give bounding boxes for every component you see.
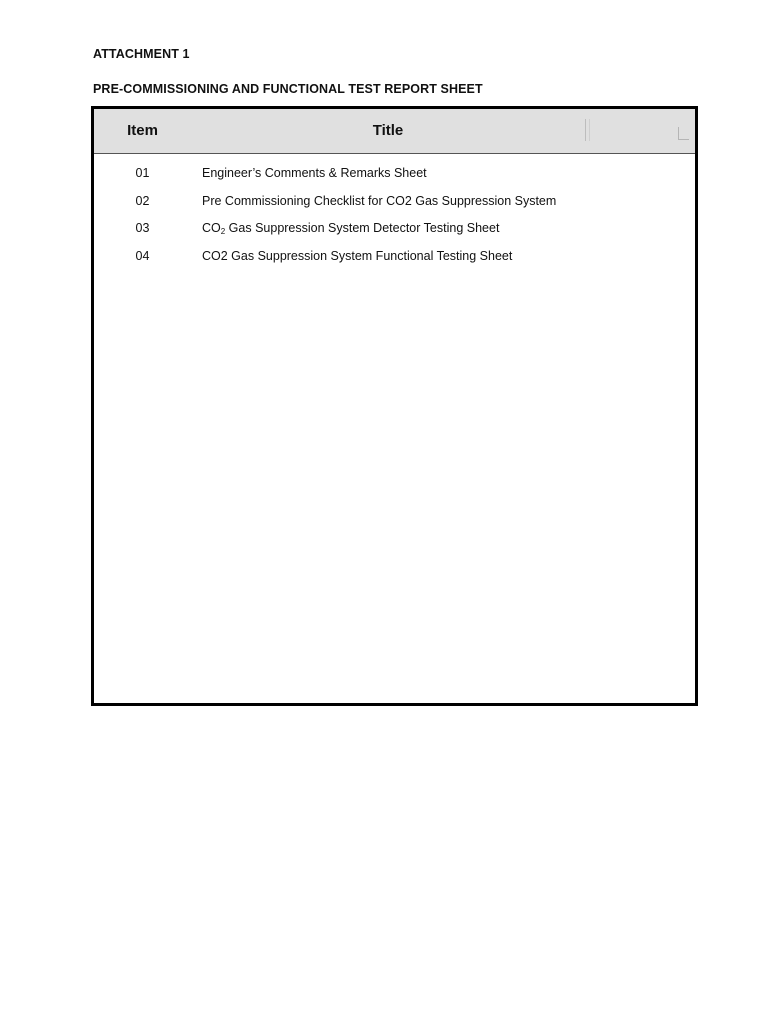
row-title-subscript: 2 xyxy=(220,227,226,236)
table-row xyxy=(94,247,695,275)
table-header xyxy=(94,109,695,154)
table-row xyxy=(94,164,695,192)
row-title-prefix: CO xyxy=(202,221,221,235)
row-item-number: 02 xyxy=(135,193,150,208)
header-divider xyxy=(585,119,586,141)
report-title: PRE-COMMISSIONING AND FUNCTIONAL TEST REPORT SHEET xyxy=(93,82,483,96)
row-title: Pre Commissioning Checklist for CO2 Gas Suppression System xyxy=(202,193,557,208)
attachment-label: ATTACHMENT 1 xyxy=(93,47,190,61)
header-title: Title xyxy=(372,122,404,139)
table-body xyxy=(94,164,695,274)
row-item-number: 01 xyxy=(135,166,150,180)
header-corner-mark xyxy=(678,127,689,140)
row-title: CO2 Gas Suppression System Functional Testing Sheet xyxy=(202,248,513,263)
row-title-rest: Gas Suppression System Detector Testing Sheet xyxy=(225,221,500,235)
report-index-table xyxy=(91,106,698,706)
header-divider xyxy=(589,119,590,141)
table-row xyxy=(94,192,695,220)
row-title: Engineer’s Comments & Remarks Sheet xyxy=(202,166,427,180)
row-item-number: 04 xyxy=(135,248,150,263)
row-item-number: 03 xyxy=(135,221,150,235)
row-title xyxy=(202,221,499,236)
header-item: Item xyxy=(127,122,158,139)
table-row xyxy=(94,219,695,247)
